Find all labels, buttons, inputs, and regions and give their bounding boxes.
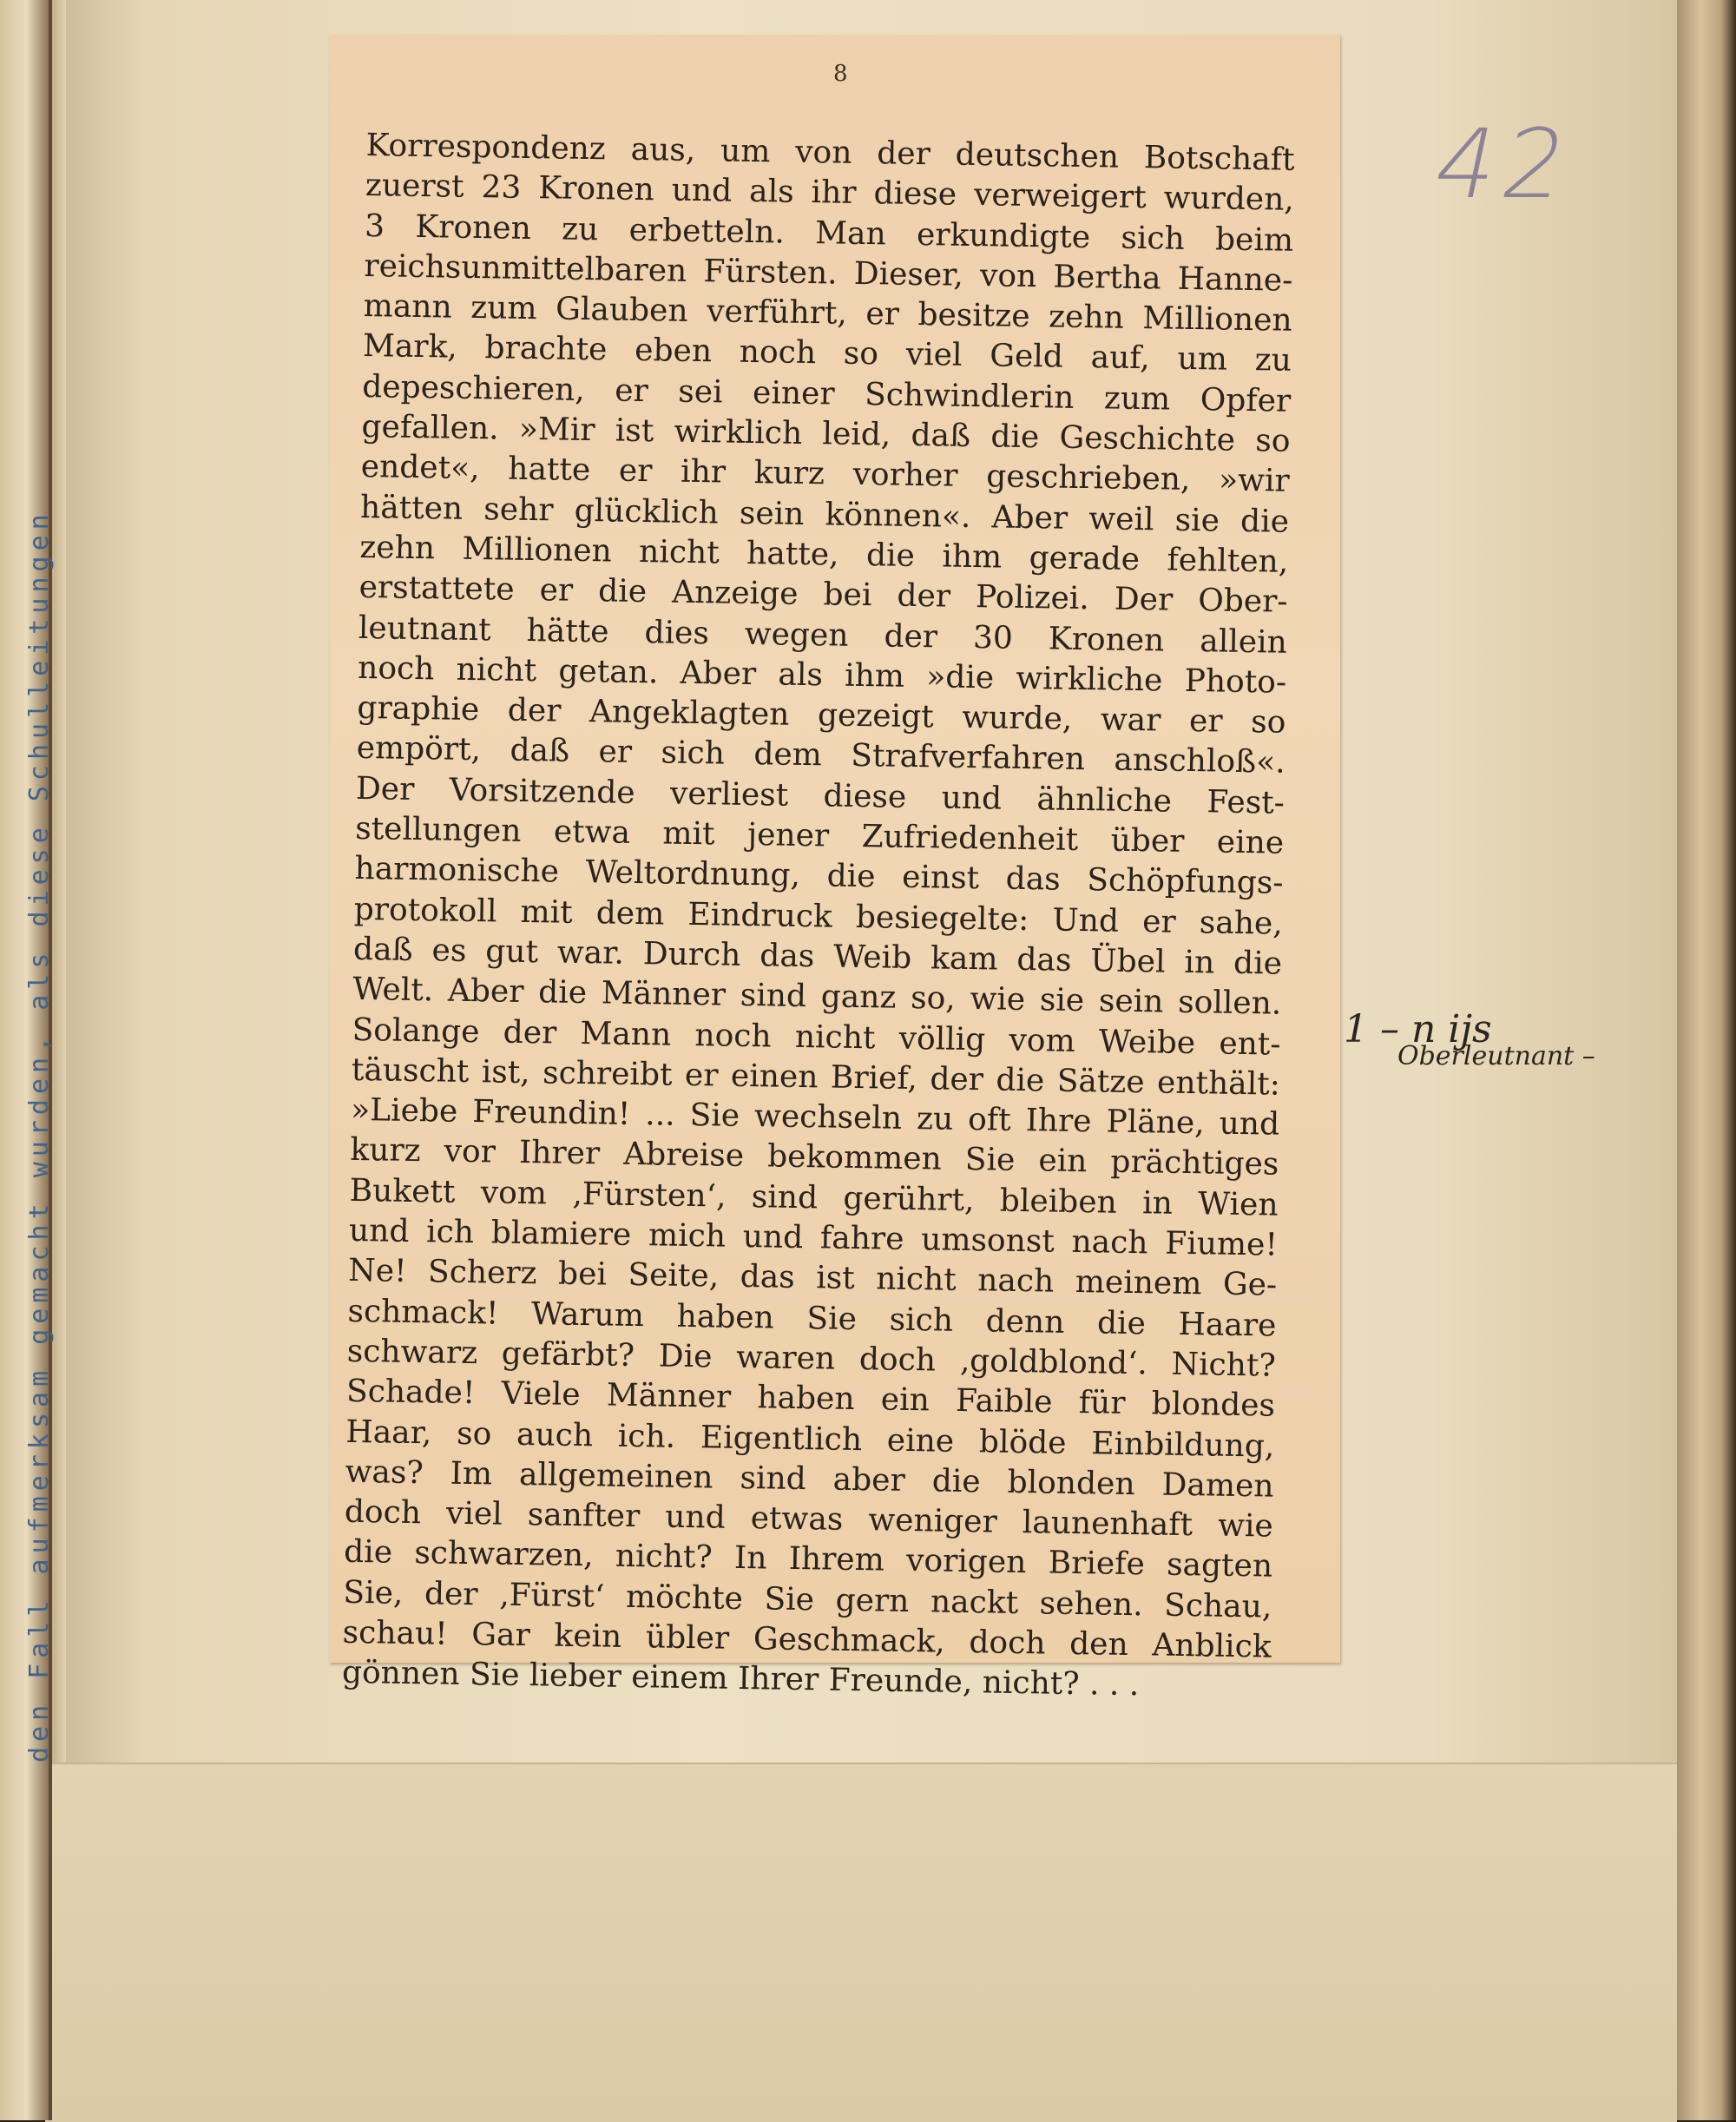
article-line: endet«, hatte er ihr kurz vorher geschrieben, »wir [360, 449, 1291, 500]
article-line: »Liebe Freundin! ... Sie wechseln zu oft Ihre Pläne, und [350, 1091, 1280, 1143]
margin-note-line-1: 1 – n ijs [1344, 1007, 1492, 1051]
article-line: doch viel sanfter und etwas weniger launenhaft wie [344, 1493, 1274, 1545]
spine-typed-text: den Fall aufmerksam gemacht wurden, als diese Schulleitungen [24, 509, 55, 1763]
article-line: leutnant hätte dies wegen der 30 Kronen allein [358, 610, 1288, 661]
lower-page-fold [45, 1763, 1677, 2122]
article-line: erstattete er die Anzeige bei der Polizei. Der Ober- [358, 570, 1288, 621]
article-line: mann zum Glauben verführt, er besitze zehn Millionen [363, 288, 1292, 339]
article-line: Haar, so auch ich. Eigentlich eine blöde Einbildung, [345, 1414, 1275, 1465]
handwritten-margin-note [1344, 1007, 1595, 1071]
article-line: gönnen Sie lieber einem Ihrer Freunde, nicht? . . . [341, 1655, 1140, 1704]
article-line: schmack! Warum haben Sie sich denn die Haare [347, 1293, 1277, 1344]
article-line: noch nicht getan. Aber als ihm »die wirkliche Photo- [357, 649, 1287, 701]
article-line: 3 Kronen zu erbetteln. Man erkundigte sich beim [364, 208, 1294, 259]
article-line: harmonische Weltordnung, die einst das Schöpfungs- [354, 851, 1284, 902]
right-page-stack [1677, 0, 1736, 2120]
article-line: Sie, der ‚Fürst‘ möchte Sie gern nackt sehen. Schau, [343, 1574, 1272, 1625]
article-line: Welt. Aber die Männer sind ganz so, wie sie sein sollen. [352, 972, 1282, 1022]
article-line: depeschieren, er sei einer Schwindlerin zum Opfer [361, 368, 1292, 419]
folio-number: 42 [1424, 109, 1584, 220]
article-line: Der Vorsitzende verliest diese und ähnliche Fest- [355, 770, 1286, 821]
margin-note-line-2: Oberleutnant – [1397, 1041, 1595, 1071]
article-line: schau! Gar kein übler Geschmack, doch den Anblick [342, 1614, 1272, 1665]
article-line: Bukett vom ‚Fürsten‘, sind gerührt, bleiben in Wien [349, 1172, 1279, 1223]
article-line: gefallen. »Mir ist wirklich leid, daß die Geschichte so [361, 409, 1291, 459]
article-line: stellungen etwa mit jener Zufriedenheit über eine [354, 810, 1285, 861]
article-line: die schwarzen, nicht? In Ihrem vorigen Briefe sagten [343, 1534, 1273, 1585]
article-line: zehn Millionen nicht hatte, die ihm gerade fehlten, [359, 529, 1289, 580]
clipping-page-number: 8 [833, 61, 848, 87]
article-line: kurz vor Ihrer Abreise bekommen Sie ein prächtiges [350, 1132, 1279, 1183]
article-line: protokoll mit dem Eindruck besiegelte: Und er sahe, [353, 891, 1284, 942]
article-line: daß es gut war. Durch das Weib kam das Übel in die [352, 931, 1283, 982]
article-line: hätten sehr glücklich sein können«. Aber weil sie die [359, 489, 1290, 540]
article-line: Ne! Scherz bei Seite, das ist nicht nach meinem Ge- [347, 1253, 1278, 1303]
article-line: empört, daß er sich dem Strafverfahren anschloß«. [356, 730, 1286, 781]
article-line: täuscht ist, schreibt er einen Brief, der die Sätze enthält: [351, 1051, 1281, 1103]
article-line: reichsunmittelbaren Fürsten. Dieser, von Bertha Hanne- [364, 247, 1293, 299]
article-line: graphie der Angeklagten gezeigt wurde, war er so [357, 690, 1286, 741]
article-line: und ich blamiere mich und fahre umsonst nach Fiume! [348, 1212, 1279, 1263]
article-text [342, 126, 1295, 1708]
article-line: schwarz gefärbt? Die waren doch ‚goldblond‘. Nicht? [346, 1333, 1277, 1384]
article-line: Schade! Viele Männer haben ein Faible für blondes [345, 1374, 1276, 1424]
article-line: was? Im allgemeinen sind aber die blonden Damen [345, 1453, 1274, 1505]
newspaper-clipping [330, 35, 1340, 1704]
article-line: Korrespondenz aus, um von der deutschen Botschaft [365, 127, 1295, 178]
article-line: Mark, brachte eben noch so viel Geld auf, um zu [362, 328, 1292, 379]
left-binding-strip [0, 0, 55, 2120]
article-line: Solange der Mann noch nicht völlig vom Weibe ent- [352, 1012, 1281, 1063]
article-line: zuerst 23 Kronen und als ihr diese verweigert wurden, [365, 168, 1295, 219]
